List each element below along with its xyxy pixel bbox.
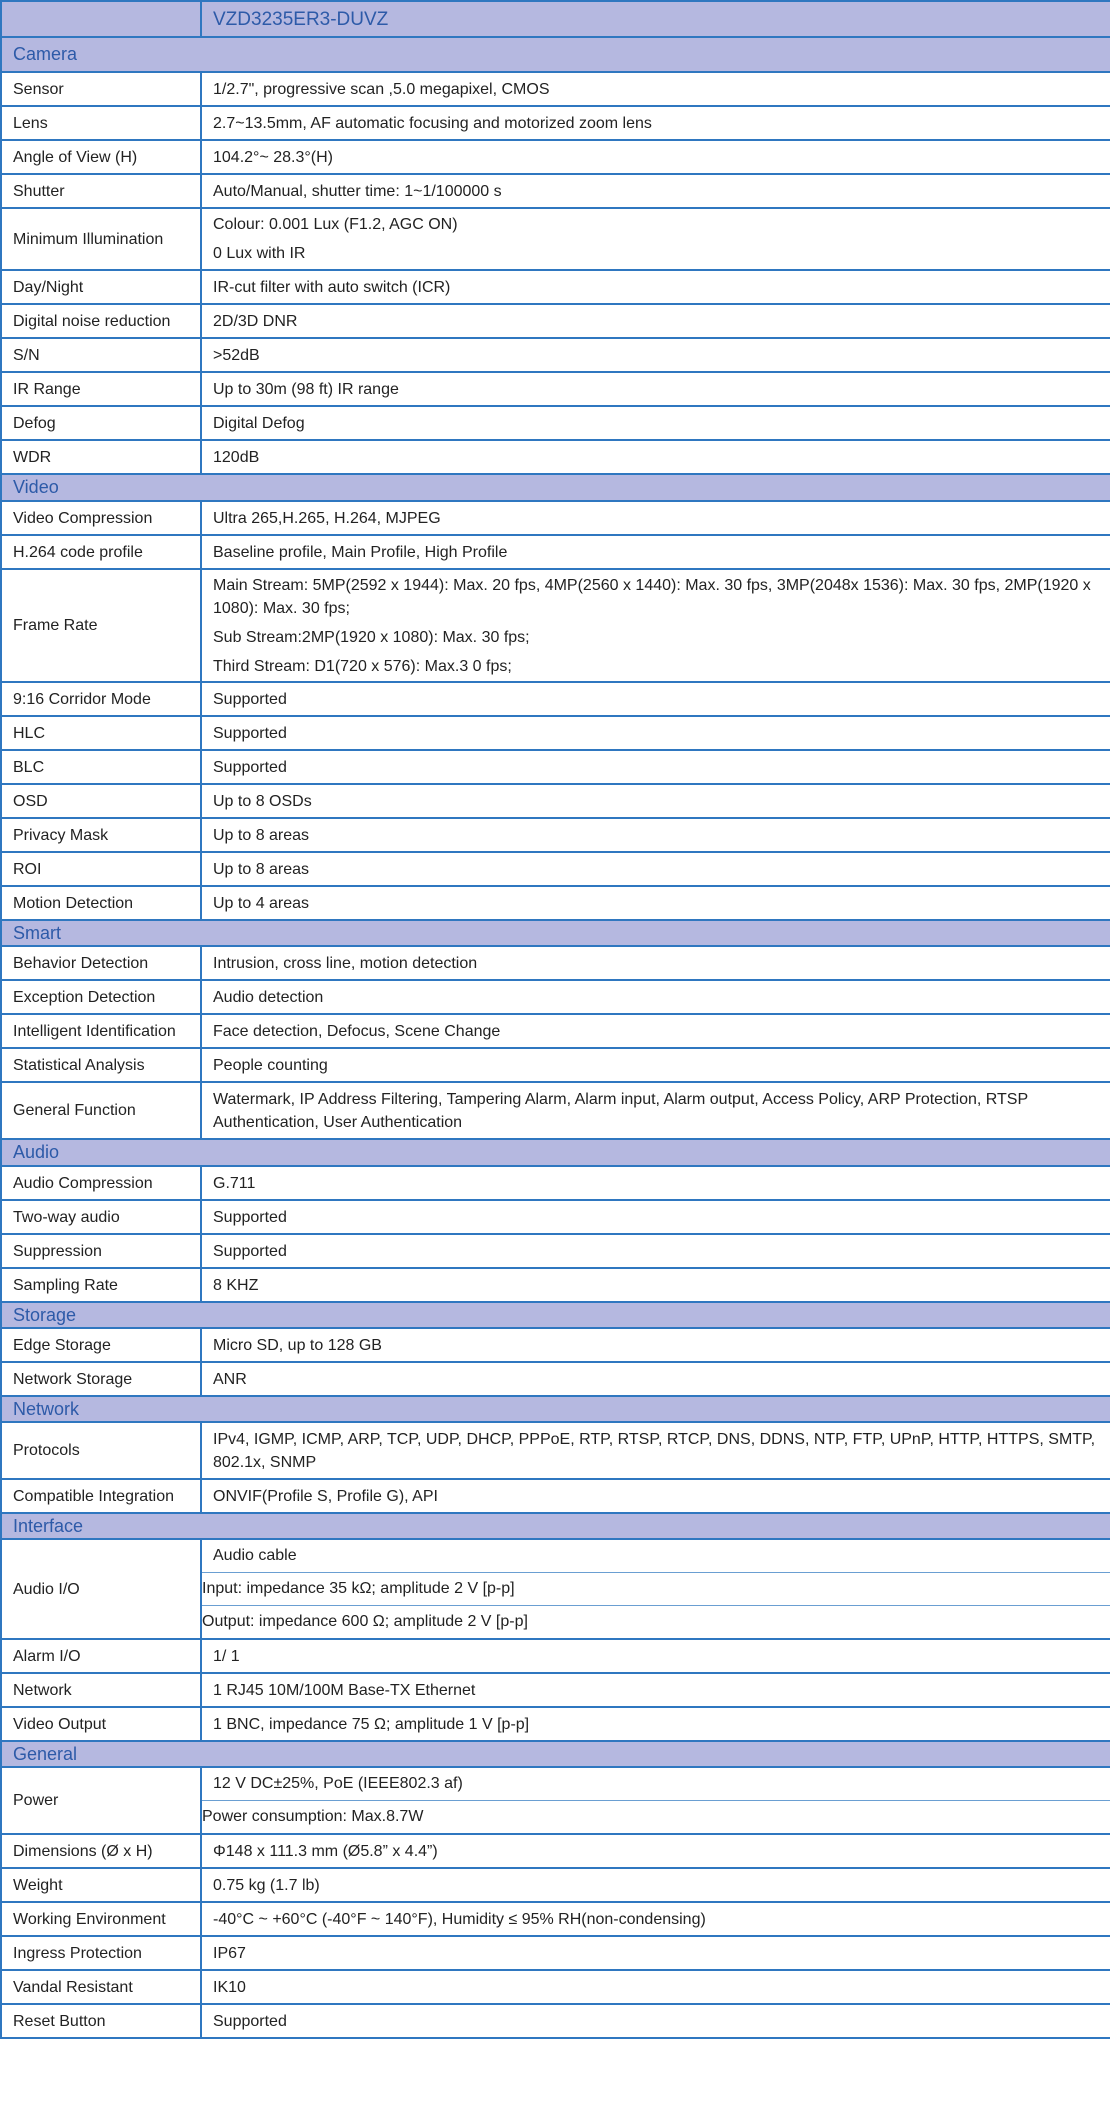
spec-label: Digital noise reduction	[1, 304, 201, 338]
spec-value	[201, 1970, 1110, 2004]
spec-value	[201, 1834, 1110, 1868]
spec-value-line: Up to 8 OSDs	[213, 792, 312, 810]
spec-value-line: IP67	[213, 1944, 246, 1962]
spec-row-reset-button	[1, 2004, 1110, 2038]
spec-value	[201, 852, 1110, 886]
spec-value-line: 1 RJ45 10M/100M Base-TX Ethernet	[213, 1681, 476, 1699]
spec-value	[201, 106, 1110, 140]
spec-label: General Function	[1, 1082, 201, 1139]
spec-label: Dimensions (Ø x H)	[1, 1834, 201, 1868]
spec-label: Angle of View (H)	[1, 140, 201, 174]
spec-label: Audio Compression	[1, 1166, 201, 1200]
spec-row-shutter	[1, 174, 1110, 208]
spec-value-line: 0.75 kg (1.7 lb)	[213, 1876, 320, 1894]
spec-value	[201, 818, 1110, 852]
spec-value-line: 8 KHZ	[213, 1276, 259, 1294]
spec-label: Intelligent Identification	[1, 1014, 201, 1048]
model-header-row	[1, 1, 1110, 37]
spec-row-video-compression	[1, 501, 1110, 535]
spec-label: Network Storage	[1, 1362, 201, 1396]
spec-label: Suppression	[1, 1234, 201, 1268]
spec-value-line: Intrusion, cross line, motion detection	[213, 954, 478, 972]
spec-label: OSD	[1, 784, 201, 818]
spec-row-day-night	[1, 270, 1110, 304]
spec-value	[201, 750, 1110, 784]
spec-value	[201, 980, 1110, 1014]
spec-row-working-environment	[1, 1902, 1110, 1936]
spec-row-network-storage	[1, 1362, 1110, 1396]
spec-row-statistical-analysis	[1, 1048, 1110, 1082]
spec-value	[201, 1166, 1110, 1200]
spec-label: WDR	[1, 440, 201, 474]
spec-value	[201, 406, 1110, 440]
spec-label: 9:16 Corridor Mode	[1, 682, 201, 716]
spec-row-blc	[1, 750, 1110, 784]
spec-label: Minimum Illumination	[1, 208, 201, 270]
section-header-smart	[1, 920, 1110, 946]
spec-label: Behavior Detection	[1, 946, 201, 980]
spec-value	[201, 1707, 1110, 1741]
spec-value-line: 2.7~13.5mm, AF automatic focusing and motorized zoom lens	[213, 114, 652, 132]
spec-value	[201, 1082, 1110, 1139]
spec-value	[201, 304, 1110, 338]
spec-value-line: Baseline profile, Main Profile, High Profile	[213, 543, 508, 561]
spec-value	[201, 1673, 1110, 1707]
spec-value	[201, 1902, 1110, 1936]
spec-value-line: 1/2.7", progressive scan ,5.0 megapixel, CMOS	[213, 80, 550, 98]
spec-row-osd	[1, 784, 1110, 818]
spec-row-audio-i-o	[1, 1539, 1110, 1639]
spec-label: Two-way audio	[1, 1200, 201, 1234]
spec-label: Reset Button	[1, 2004, 201, 2038]
spec-value	[201, 946, 1110, 980]
spec-label: H.264 code profile	[1, 535, 201, 569]
spec-label: Frame Rate	[1, 569, 201, 682]
section-header-video	[1, 474, 1110, 501]
spec-value	[201, 501, 1110, 535]
spec-label: Network	[1, 1673, 201, 1707]
spec-value-line: Audio cable	[213, 1547, 297, 1564]
spec-label: S/N	[1, 338, 201, 372]
spec-value-line: Micro SD, up to 128 GB	[213, 1336, 382, 1354]
section-title: General	[1, 1741, 1110, 1767]
spec-label: Motion Detection	[1, 886, 201, 920]
spec-label: Power	[1, 1767, 201, 1834]
spec-label: Edge Storage	[1, 1328, 201, 1362]
spec-row-edge-storage	[1, 1328, 1110, 1362]
spec-row-9-16-corridor-mode	[1, 682, 1110, 716]
spec-value-line: Ultra 265,H.265, H.264, MJPEG	[213, 509, 441, 527]
section-header-audio	[1, 1139, 1110, 1166]
spec-label: Defog	[1, 406, 201, 440]
spec-value	[201, 1479, 1110, 1513]
spec-label: Compatible Integration	[1, 1479, 201, 1513]
spec-row-dimensions-x-h	[1, 1834, 1110, 1868]
spec-value	[201, 270, 1110, 304]
spec-value	[201, 886, 1110, 920]
spec-value	[201, 1268, 1110, 1302]
spec-value-line: Supported	[213, 758, 287, 776]
spec-row-motion-detection	[1, 886, 1110, 920]
spec-value	[201, 2004, 1110, 2038]
spec-row-wdr	[1, 440, 1110, 474]
spec-value-line: 12 V DC±25%, PoE (IEEE802.3 af)	[213, 1775, 463, 1792]
spec-table-body	[1, 1, 1110, 2038]
spec-value	[201, 569, 1110, 682]
spec-value	[201, 1362, 1110, 1396]
section-title: Camera	[1, 37, 1110, 72]
spec-value-line: ONVIF(Profile S, Profile G), API	[213, 1487, 438, 1505]
spec-label: Shutter	[1, 174, 201, 208]
section-title: Storage	[1, 1302, 1110, 1328]
spec-label: Working Environment	[1, 1902, 201, 1936]
spec-row-weight	[1, 1868, 1110, 1902]
spec-value-line: G.711	[213, 1174, 256, 1192]
spec-value	[201, 1539, 1110, 1639]
spec-value	[201, 1048, 1110, 1082]
spec-value-line: -40°C ~ +60°C (-40°F ~ 140°F), Humidity ≤ 95% RH(non-condensing)	[213, 1910, 706, 1928]
spec-value	[201, 535, 1110, 569]
spec-value-line: 1/ 1	[213, 1647, 240, 1665]
spec-value-line: 2D/3D DNR	[213, 312, 298, 330]
spec-row-h-264-code-profile	[1, 535, 1110, 569]
model-header-blank-cell	[1, 1, 201, 37]
spec-value	[201, 208, 1110, 270]
spec-row-ingress-protection	[1, 1936, 1110, 1970]
spec-label: Video Compression	[1, 501, 201, 535]
spec-value-line: 1 BNC, impedance 75 Ω; amplitude 1 V [p-p]	[213, 1715, 530, 1733]
spec-value-line: 104.2°~ 28.3°(H)	[213, 148, 333, 166]
spec-row-video-output	[1, 1707, 1110, 1741]
spec-value-line: Sub Stream:2MP(1920 x 1080): Max. 30 fps;	[213, 628, 530, 646]
spec-value	[201, 174, 1110, 208]
section-title: Smart	[1, 920, 1110, 946]
spec-row-suppression	[1, 1234, 1110, 1268]
spec-value	[201, 682, 1110, 716]
spec-row-exception-detection	[1, 980, 1110, 1014]
spec-value	[201, 716, 1110, 750]
section-title: Audio	[1, 1139, 1110, 1166]
spec-row-lens	[1, 106, 1110, 140]
spec-row-hlc	[1, 716, 1110, 750]
spec-value	[201, 338, 1110, 372]
spec-value-line: Supported	[213, 1208, 287, 1226]
spec-label: Video Output	[1, 1707, 201, 1741]
spec-value	[201, 1200, 1110, 1234]
spec-row-behavior-detection	[1, 946, 1110, 980]
spec-label: Protocols	[1, 1422, 201, 1479]
spec-row-general-function	[1, 1082, 1110, 1139]
section-title: Video	[1, 474, 1110, 501]
spec-label: Vandal Resistant	[1, 1970, 201, 2004]
spec-label: Day/Night	[1, 270, 201, 304]
spec-value-line: 120dB	[213, 448, 260, 466]
spec-value-line: Third Stream: D1(720 x 576): Max.3 0 fps;	[213, 657, 512, 675]
spec-row-roi	[1, 852, 1110, 886]
spec-row-compatible-integration	[1, 1479, 1110, 1513]
spec-label: Lens	[1, 106, 201, 140]
spec-label: Alarm I/O	[1, 1639, 201, 1673]
spec-value-line: Supported	[213, 1242, 287, 1260]
spec-value	[201, 784, 1110, 818]
spec-label: Sampling Rate	[1, 1268, 201, 1302]
spec-row-two-way-audio	[1, 1200, 1110, 1234]
spec-label: Ingress Protection	[1, 1936, 201, 1970]
spec-value-line: Watermark, IP Address Filtering, Tampering Alarm, Alarm input, Alarm output, Access Policy, ARP Protection, RTSP Authentication, User Authentication	[213, 1090, 1028, 1131]
spec-value	[201, 1328, 1110, 1362]
spec-label: IR Range	[1, 372, 201, 406]
spec-value-line: Φ148 x 111.3 mm (Ø5.8” x 4.4”)	[213, 1842, 438, 1860]
spec-row-power	[1, 1767, 1110, 1834]
spec-row-protocols	[1, 1422, 1110, 1479]
spec-value-line: Colour: 0.001 Lux (F1.2, AGC ON)	[213, 216, 458, 233]
spec-row-frame-rate	[1, 569, 1110, 682]
spec-value-line: >52dB	[213, 346, 260, 364]
spec-value	[201, 440, 1110, 474]
spec-value-line: Up to 30m (98 ft) IR range	[213, 380, 399, 398]
spec-value-line: Output: impedance 600 Ω; amplitude 2 V [p-p]	[202, 1605, 1110, 1638]
spec-row-intelligent-identification	[1, 1014, 1110, 1048]
spec-value	[201, 1868, 1110, 1902]
spec-value	[201, 140, 1110, 174]
spec-value	[201, 1234, 1110, 1268]
section-header-interface	[1, 1513, 1110, 1539]
section-title: Network	[1, 1396, 1110, 1422]
spec-label: HLC	[1, 716, 201, 750]
spec-value	[201, 72, 1110, 106]
spec-label: ROI	[1, 852, 201, 886]
spec-value-line: Supported	[213, 724, 287, 742]
spec-label: Weight	[1, 1868, 201, 1902]
spec-value-line: IPv4, IGMP, ICMP, ARP, TCP, UDP, DHCP, PPPoE, RTP, RTSP, RTCP, DNS, DDNS, NTP, FTP, UPnP, HTTP, HTTPS, SMTP, 802.1x, SNMP	[213, 1430, 1096, 1471]
spec-row-minimum-illumination	[1, 208, 1110, 270]
spec-value-line: Face detection, Defocus, Scene Change	[213, 1022, 501, 1040]
spec-value-line: 0 Lux with IR	[213, 245, 306, 262]
spec-label: Statistical Analysis	[1, 1048, 201, 1082]
spec-value	[201, 1936, 1110, 1970]
spec-row-defog	[1, 406, 1110, 440]
spec-row-angle-of-view-h	[1, 140, 1110, 174]
spec-row-alarm-i-o	[1, 1639, 1110, 1673]
spec-row-digital-noise-reduction	[1, 304, 1110, 338]
spec-value-line: Audio detection	[213, 988, 324, 1006]
spec-row-network	[1, 1673, 1110, 1707]
spec-value	[201, 1639, 1110, 1673]
spec-value-line: Main Stream: 5MP(2592 x 1944): Max. 20 fps, 4MP(2560 x 1440): Max. 30 fps, 3MP(2048x 1536): Max. 30 fps, 2MP(1920 x 1080): Max. 30 fps;	[213, 576, 1091, 617]
spec-row-ir-range	[1, 372, 1110, 406]
section-header-network	[1, 1396, 1110, 1422]
section-header-storage	[1, 1302, 1110, 1328]
spec-row-sampling-rate	[1, 1268, 1110, 1302]
spec-value	[201, 1422, 1110, 1479]
spec-value-line: ANR	[213, 1370, 247, 1388]
spec-value-line: Power consumption: Max.8.7W	[202, 1800, 1110, 1833]
spec-value	[201, 1767, 1110, 1834]
spec-value-line: Supported	[213, 2012, 287, 2030]
spec-value-line: People counting	[213, 1056, 328, 1074]
spec-row-vandal-resistant	[1, 1970, 1110, 2004]
spec-row-s-n	[1, 338, 1110, 372]
spec-label: Audio I/O	[1, 1539, 201, 1639]
model-name: VZD3235ER3-DUVZ	[201, 1, 1110, 37]
section-title: Interface	[1, 1513, 1110, 1539]
spec-value-line: Up to 4 areas	[213, 894, 310, 912]
spec-label: Sensor	[1, 72, 201, 106]
spec-value-line: IR-cut filter with auto switch (ICR)	[213, 278, 451, 296]
spec-row-sensor	[1, 72, 1110, 106]
spec-value-line: Auto/Manual, shutter time: 1~1/100000 s	[213, 182, 502, 200]
spec-value-line: Up to 8 areas	[213, 860, 310, 878]
spec-label: Exception Detection	[1, 980, 201, 1014]
spec-row-privacy-mask	[1, 818, 1110, 852]
section-header-general	[1, 1741, 1110, 1767]
section-header-camera	[1, 37, 1110, 72]
spec-value	[201, 372, 1110, 406]
spec-value	[201, 1014, 1110, 1048]
spec-value-line: Input: impedance 35 kΩ; amplitude 2 V [p-p]	[202, 1572, 1110, 1605]
spec-value-line: Digital Defog	[213, 414, 305, 432]
spec-value-line: Up to 8 areas	[213, 826, 310, 844]
spec-label: BLC	[1, 750, 201, 784]
spec-label: Privacy Mask	[1, 818, 201, 852]
spec-value-line: IK10	[213, 1978, 246, 1996]
spec-value-line: Supported	[213, 690, 287, 708]
spec-row-audio-compression	[1, 1166, 1110, 1200]
